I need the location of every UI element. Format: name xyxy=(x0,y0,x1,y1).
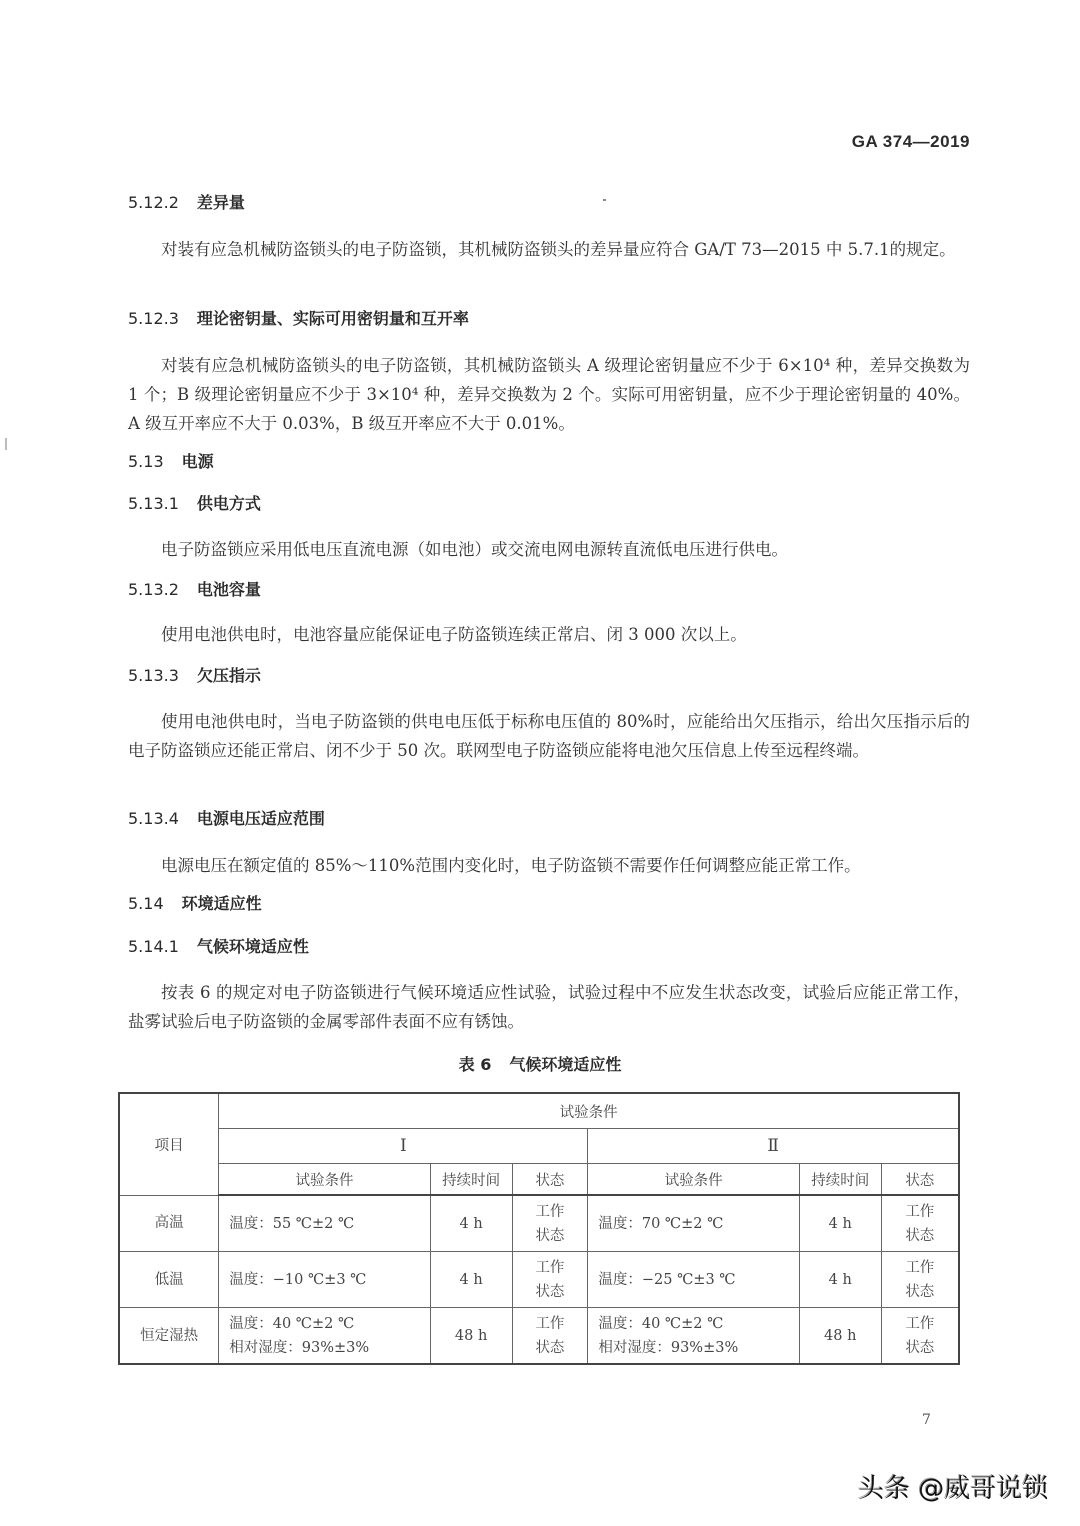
cell-state-line: 状态 xyxy=(905,1283,935,1300)
cell-state-line: 状态 xyxy=(535,1283,565,1300)
section-body-5-12-3: 对装有应急机械防盗锁头的电子防盗锁，其机械防盗锁头 A 级理论密钥量应不少于 6×10⁴ 种，差异交换数为 1 个；B 级理论密钥量应不少于 3×10⁴ 种，差异交换数为 2 个。实际可用密钥量，应不少于理论密钥量的 40%。A 级互开率应不大于 0.03%，B 级互开率应不大于 0.01%。 xyxy=(128,356,970,433)
section-number: 5.13.2 xyxy=(128,580,179,599)
section-title: 电池容量 xyxy=(196,580,261,599)
section-title: 气候环境适应性 xyxy=(196,937,309,956)
section-title: 欠压指示 xyxy=(196,666,261,685)
cell-state xyxy=(881,1308,959,1365)
section-number: 5.13.1 xyxy=(128,494,179,513)
section-number: 5.14 xyxy=(128,894,164,913)
section-body-5-14-1: 按表 6 的规定对电子防盗锁进行气候环境适应性试验，试验过程中不应发生状态改变，试验后应能正常工作，盐雾试验后电子防盗锁的金属零部件表面不应有锈蚀。 xyxy=(128,983,970,1031)
watermark: 头条 @威哥说锁 xyxy=(858,1474,1049,1504)
section-heading-5-12-3 xyxy=(128,306,469,329)
section-heading-5-14-1 xyxy=(128,934,309,957)
climate-adaptability-table xyxy=(118,1092,960,1365)
section-body-5-13-3: 使用电池供电时，当电子防盗锁的供电电压低于标称电压值的 80%时，应能给出欠压指示，给出欠压指示后的电子防盗锁应还能正常启、闭不少于 50 次。联网型电子防盗锁应能将电池欠压信息上传至远程终端。 xyxy=(128,712,970,760)
table-header-row xyxy=(119,1164,959,1196)
cell-duration: 4 h xyxy=(799,1195,881,1252)
table-header-row xyxy=(119,1093,959,1129)
section-title: 供电方式 xyxy=(196,494,261,513)
section-number: 5.13 xyxy=(128,452,164,471)
cell-state-line: 工作 xyxy=(905,1315,935,1332)
table-row xyxy=(119,1195,959,1252)
cell-item: 恒定湿热 xyxy=(119,1308,219,1365)
scan-speck xyxy=(603,199,606,201)
section-title: 环境适应性 xyxy=(181,894,262,913)
section-title: 电源电压适应范围 xyxy=(196,809,325,828)
section-body-5-13-2: 使用电池供电时，电池容量应能保证电子防盗锁连续正常启、闭 3 000 次以上。 xyxy=(161,625,747,644)
cell-state xyxy=(881,1195,959,1252)
section-number: 5.14.1 xyxy=(128,937,179,956)
cell-conditions-line: 相对湿度：93%±3% xyxy=(598,1339,739,1356)
cell-conditions xyxy=(588,1308,799,1365)
section-body-5-13-4: 电源电压在额定值的 85%～110%范围内变化时，电子防盗锁不需要作任何调整应能正常工作。 xyxy=(161,856,861,875)
cell-duration: 4 h xyxy=(430,1195,512,1252)
cell-duration: 4 h xyxy=(430,1252,512,1308)
section-heading-5-13 xyxy=(128,449,214,472)
header-level-1: Ⅰ xyxy=(219,1129,588,1164)
cell-state xyxy=(512,1308,588,1365)
section-number: 5.13.3 xyxy=(128,666,179,685)
cell-state-line: 状态 xyxy=(905,1227,935,1244)
section-number: 5.13.4 xyxy=(128,809,179,828)
table-row xyxy=(119,1252,959,1308)
scan-margin-mark xyxy=(5,438,7,450)
section-title: 电源 xyxy=(181,452,214,471)
section-heading-5-14 xyxy=(128,891,262,914)
cell-state-line: 工作 xyxy=(535,1315,565,1332)
section-heading-5-13-3 xyxy=(128,663,261,686)
cell-state-line: 工作 xyxy=(905,1259,935,1276)
section-heading-5-13-2 xyxy=(128,577,261,600)
cell-duration: 48 h xyxy=(430,1308,512,1365)
cell-conditions: 温度：55 ℃±2 ℃ xyxy=(219,1195,430,1252)
header-item: 项目 xyxy=(119,1093,219,1195)
section-body-5-12-2: 对装有应急机械防盗锁头的电子防盗锁，其机械防盗锁头的差异量应符合 GA/T 73—2015 中 5.7.1的规定。 xyxy=(161,240,956,259)
cell-conditions-line: 温度：40 ℃±2 ℃ xyxy=(598,1315,724,1332)
header-test-conditions-group: 试验条件 xyxy=(219,1093,959,1129)
cell-conditions-line: 温度：40 ℃±2 ℃ xyxy=(229,1315,355,1332)
header-state: 状态 xyxy=(512,1164,588,1196)
cell-conditions-line: 相对湿度：93%±3% xyxy=(229,1339,370,1356)
cell-state xyxy=(512,1252,588,1308)
cell-state-line: 状态 xyxy=(535,1227,565,1244)
section-heading-5-13-1 xyxy=(128,491,261,514)
header-duration: 持续时间 xyxy=(430,1164,512,1196)
cell-conditions: 温度：−25 ℃±3 ℃ xyxy=(588,1252,799,1308)
cell-state xyxy=(512,1195,588,1252)
cell-state-line: 工作 xyxy=(905,1203,935,1220)
section-heading-5-13-4 xyxy=(128,806,325,829)
cell-conditions xyxy=(219,1308,430,1365)
table-caption xyxy=(0,1052,1080,1075)
cell-conditions: 温度：−10 ℃±3 ℃ xyxy=(219,1252,430,1308)
header-duration: 持续时间 xyxy=(799,1164,881,1196)
cell-state xyxy=(881,1252,959,1308)
table-header-row xyxy=(119,1129,959,1164)
page-number: 7 xyxy=(922,1412,931,1428)
cell-state-line: 工作 xyxy=(535,1203,565,1220)
cell-item: 低温 xyxy=(119,1252,219,1308)
header-level-2: Ⅱ xyxy=(588,1129,959,1164)
section-title: 差异量 xyxy=(196,193,245,212)
cell-item: 高温 xyxy=(119,1195,219,1252)
cell-conditions: 温度：70 ℃±2 ℃ xyxy=(588,1195,799,1252)
header-conditions: 试验条件 xyxy=(219,1164,430,1196)
section-title: 理论密钥量、实际可用密钥量和互开率 xyxy=(196,309,469,328)
cell-duration: 48 h xyxy=(799,1308,881,1365)
cell-duration: 4 h xyxy=(799,1252,881,1308)
section-body-5-13-1: 电子防盗锁应采用低电压直流电源（如电池）或交流电网电源转直流低电压进行供电。 xyxy=(161,540,788,559)
table-row xyxy=(119,1308,959,1365)
cell-state-line: 状态 xyxy=(905,1339,935,1356)
header-conditions: 试验条件 xyxy=(588,1164,799,1196)
standard-code: GA 374—2019 xyxy=(851,132,970,151)
section-number: 5.12.2 xyxy=(128,193,179,212)
header-state: 状态 xyxy=(881,1164,959,1196)
section-heading-5-12-2 xyxy=(128,190,245,213)
table-number: 表 6 xyxy=(458,1055,492,1074)
table-title: 气候环境适应性 xyxy=(509,1055,622,1074)
cell-state-line: 状态 xyxy=(535,1339,565,1356)
section-number: 5.12.3 xyxy=(128,309,179,328)
cell-state-line: 工作 xyxy=(535,1259,565,1276)
